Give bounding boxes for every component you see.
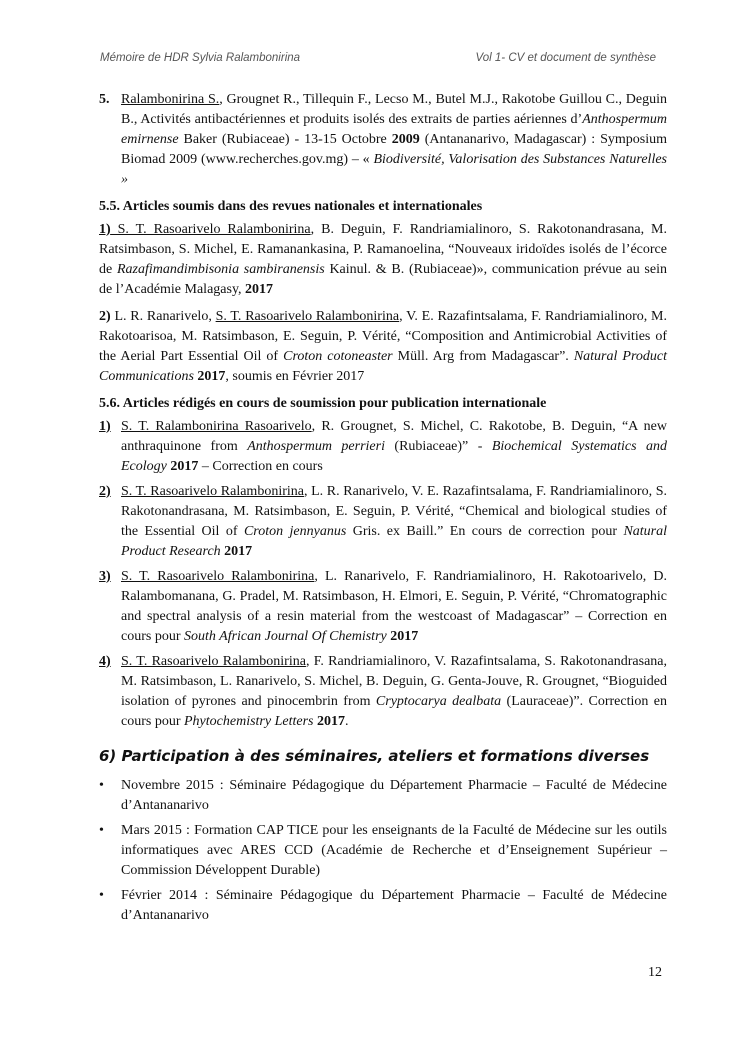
bullet-icon: • xyxy=(99,778,104,793)
section-heading-5-6: 5.6. Articles rédigés en cours de soumission pour publication internationale xyxy=(99,396,547,411)
page-content xyxy=(99,90,667,931)
submitted-article-1: 1) S. T. Rasoarivelo Ralambonirina, B. Deguin, F. Randriamialinoro, S. Rakotonandrasana, M. Ratsimbason, S. Michel, E. Ramanankasina, P. Ramanoelina, “Nouveaux iridoïdes isolés de l’écorce de Razafimandimbisonia sambiranensis Kainul. & B. (Rubiaceae)», communication prévue au sein de l’Académie Malagasy, 2017 xyxy=(99,222,667,297)
item-number: 2) xyxy=(99,484,111,499)
seminar-text: Février 2014 : Séminaire Pédagogique du Département Pharmacie – Faculté de Médecine d’Antananarivo xyxy=(121,888,667,923)
seminar-item xyxy=(99,886,667,926)
section-heading-5-5: 5.5. Articles soumis dans des revues nationales et internationales xyxy=(99,199,483,214)
item-text: Ralambonirina S., Grougnet R., Tillequin F., Lecso M., Butel M.J., Rakotobe Guillou C., Deguin B., Activités antibactériennes et produits isolés des extraits de parties aériennes d’Anthospermum emirnense Baker (Rubiaceae) - 13-15 Octobre 2009 (Antananarivo, Madagascar) : Symposium Biomad 2009 (www.recherches.gov.mg) – « Biodiversité, Valorisation des Substances Naturelles » xyxy=(121,92,668,187)
seminar-item xyxy=(99,821,667,881)
seminar-item xyxy=(99,776,667,816)
item-text: S. T. Ralambonirina Rasoarivelo, R. Grougnet, S. Michel, C. Rakotobe, B. Deguin, “A new anthraquinone from Anthospermum perrieri (Rubiaceae)” - Biochemical Systematics and Ecology 2017 – Correction en cours xyxy=(121,419,668,474)
seminar-text: Novembre 2015 : Séminaire Pédagogique du Département Pharmacie – Faculté de Médecine d’Antananarivo xyxy=(121,778,667,813)
draft-article-4 xyxy=(99,652,667,732)
draft-article-1 xyxy=(99,417,667,477)
item-text: S. T. Rasoarivelo Ralambonirina, L. Ranarivelo, F. Randriamialinoro, H. Rakotoarivelo, D. Ralambomanana, G. Pradel, M. Ratsimbason, H. Elmori, E. Seguin, P. Vérité, “Chromatographic and spectral analysis of a resin material from the westcoast of Madagascar” – Correction en cours pour South African Journal Of Chemistry 2017 xyxy=(121,569,667,644)
item-number: 1) xyxy=(99,419,111,434)
section-heading-6: 6) Participation à des séminaires, ateliers et formations diverses xyxy=(99,747,650,765)
draft-article-2 xyxy=(99,482,667,562)
bullet-icon: • xyxy=(99,823,104,838)
item-number: 5. xyxy=(99,92,110,107)
submitted-article-2: 2) L. R. Ranarivelo, S. T. Rasoarivelo Ralambonirina, V. E. Razafintsalama, F. Randriamialinoro, M. Rakotoarisoa, M. Ratsimbason, E. Seguin, P. Vérité, “Composition and Antimicrobial Activities of the Aerial Part Essential Oil of Croton cotoneaster Müll. Arg from Madagascar”. Natural Product Communications 2017, soumis en Février 2017 xyxy=(99,309,667,384)
seminar-text: Mars 2015 : Formation CAP TICE pour les enseignants de la Faculté de Médecine sur les outils informatiques avec ARES CCD (Académie de Recherche et d’Enseignement Supérieur – Commission Développent Durable) xyxy=(121,823,667,878)
item-text: S. T. Rasoarivelo Ralambonirina, L. R. Ranarivelo, V. E. Razafintsalama, F. Randriamialinoro, S. Rakotonandrasana, M. Ratsimbason, E. Seguin, P. Vérité, “Chemical and biological studies of the Essential Oil of Croton jennyanus Gris. ex Baill.” En cours de correction pour Natural Product Research 2017 xyxy=(121,484,668,559)
item-number: 3) xyxy=(99,569,111,584)
draft-article-3 xyxy=(99,567,667,647)
bullet-icon: • xyxy=(99,888,104,903)
publication-item-5 xyxy=(99,90,667,190)
header-right: Vol 1- CV et document de synthèse xyxy=(475,52,656,64)
item-number: 4) xyxy=(99,654,111,669)
item-text: S. T. Rasoarivelo Ralambonirina, F. Randriamialinoro, V. Razafintsalama, S. Rakotonandrasana, M. Ratsimbason, L. Ranarivelo, S. Michel, B. Deguin, G. Genta-Jouve, R. Grougnet, “Bioguided isolation of pyrones and pinocembrin from Cryptocarya dealbata (Lauraceae)”. Correction en cours pour Phytochemistry Letters 2017. xyxy=(121,654,668,729)
page-number: 12 xyxy=(648,965,662,980)
header-left: Mémoire de HDR Sylvia Ralambonirina xyxy=(100,52,301,64)
